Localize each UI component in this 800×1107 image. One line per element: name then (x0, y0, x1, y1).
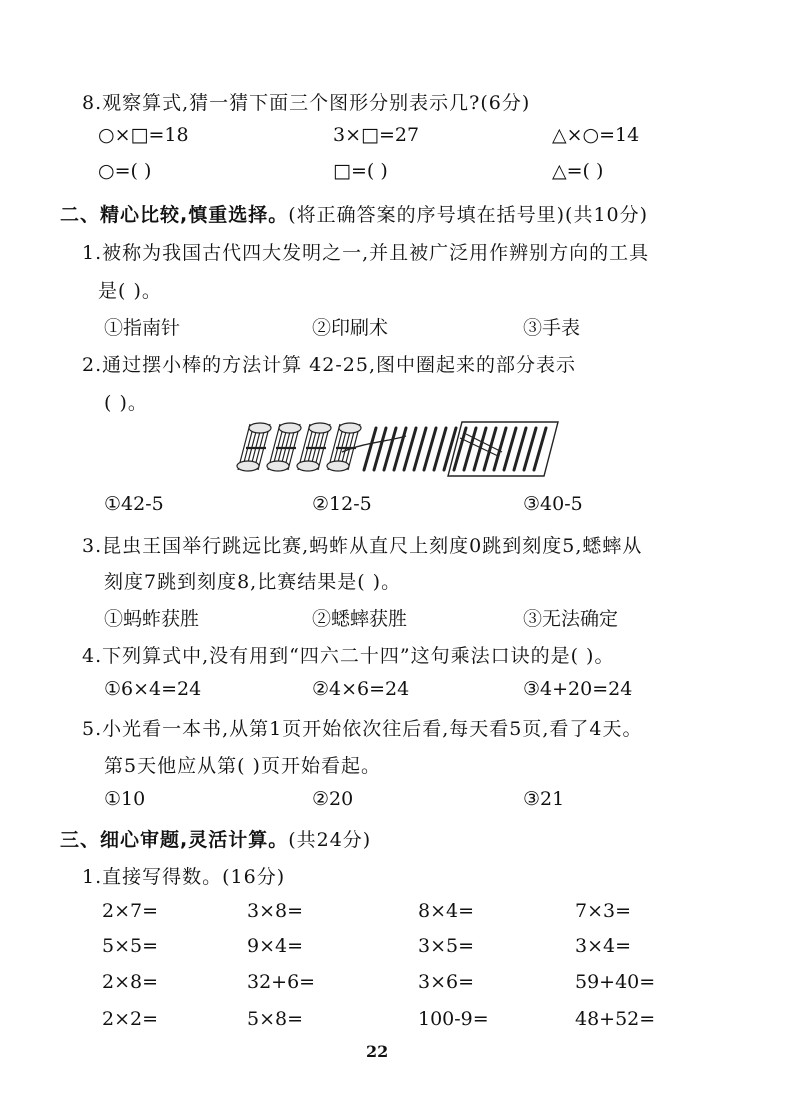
s2-q5-line-2: 第5天他应从第( )页开始看起。 (104, 755, 381, 777)
stick-bundle-3 (297, 423, 331, 471)
calc-cell: 2×7= (102, 900, 159, 922)
calc-cell: 5×8= (247, 1008, 304, 1030)
s2-q2-line-1: 2.通过摆小棒的方法计算 42-25,图中圈起来的部分表示 (82, 354, 576, 376)
s2-q1-option-3: ③手表 (523, 317, 581, 339)
calc-cell: 8×4= (418, 900, 475, 922)
s2-q2-line-2: ( )。 (104, 392, 148, 414)
calc-cell: 3×5= (418, 935, 475, 957)
s3-sub-1: 1.直接写得数。(16分) (82, 866, 286, 888)
s2-q5-line-1: 5.小光看一本书,从第1页开始依次往后看,每天看5页,看了4天。 (82, 718, 643, 740)
s2-q3-option-1: ①蚂蚱获胜 (104, 608, 200, 630)
s2-q4-option-3: ③4+20=24 (523, 678, 633, 700)
s2-q2-option-2: ②12-5 (312, 493, 372, 515)
q8-equation-1: ○×□=18 (98, 124, 189, 146)
calc-cell: 32+6= (247, 971, 316, 993)
sticks-illustration (236, 416, 566, 480)
page-number: 22 (366, 1042, 389, 1061)
calc-cell: 59+40= (575, 971, 656, 993)
calc-cell: 3×4= (575, 935, 632, 957)
calc-cell: 3×8= (247, 900, 304, 922)
calc-cell: 7×3= (575, 900, 632, 922)
stick-bundle-1 (237, 423, 271, 471)
q8-answer-circle: ○=( ) (98, 160, 152, 182)
calc-cell: 5×5= (102, 935, 159, 957)
q8-equation-3: △×○=14 (552, 124, 640, 146)
s2-q3-line-1: 3.昆虫王国举行跳远比赛,蚂蚱从直尺上刻度0跳到刻度5,蟋蟀从 (82, 535, 643, 557)
s2-q3-line-2: 刻度7跳到刻度8,比赛结果是( )。 (104, 571, 402, 593)
s2-q3-option-3: ③无法确定 (523, 608, 619, 630)
calc-cell: 9×4= (247, 935, 304, 957)
q8-title: 8.观察算式,猜一猜下面三个图形分别表示几?(6分) (82, 92, 531, 114)
section-3-note: (共24分) (288, 829, 372, 851)
stick-bundle-2 (267, 423, 301, 471)
s2-q4-line-1: 4.下列算式中,没有用到“四六二十四”这句乘法口诀的是( )。 (82, 645, 615, 667)
calc-cell: 3×6= (418, 971, 475, 993)
section-2-note: (将正确答案的序号填在括号里)(共10分) (288, 204, 649, 226)
s2-q5-option-1: ①10 (104, 788, 146, 810)
s2-q1-option-1: ①指南针 (104, 317, 181, 339)
calc-cell: 100-9= (418, 1008, 489, 1030)
s2-q1-line-1: 1.被称为我国古代四大发明之一,并且被广泛用作辨别方向的工具 (82, 242, 650, 264)
s2-q1-line-2: 是( )。 (98, 280, 162, 302)
q8-answer-triangle: △=( ) (552, 160, 604, 182)
calc-cell: 2×8= (102, 971, 159, 993)
s2-q5-option-2: ②20 (312, 788, 354, 810)
s2-q2-option-1: ①42-5 (104, 493, 164, 515)
section-3-title: 三、细心审题,灵活计算。 (60, 829, 289, 851)
q8-equation-2: 3×□=27 (333, 124, 420, 146)
s2-q1-option-2: ②印刷术 (312, 317, 389, 339)
q8-answer-square: □=( ) (333, 160, 388, 182)
s2-q3-option-2: ②蟋蟀获胜 (312, 608, 408, 630)
s2-q4-option-2: ②4×6=24 (312, 678, 410, 700)
calc-cell: 48+52= (575, 1008, 656, 1030)
section-2-title: 二、精心比较,慎重选择。 (60, 204, 289, 226)
section-3-heading (60, 825, 371, 852)
s2-q2-option-3: ③40-5 (523, 493, 583, 515)
calc-cell: 2×2= (102, 1008, 159, 1030)
section-2-heading (60, 200, 648, 227)
s2-q5-option-3: ③21 (523, 788, 565, 810)
s2-q4-option-1: ①6×4=24 (104, 678, 202, 700)
